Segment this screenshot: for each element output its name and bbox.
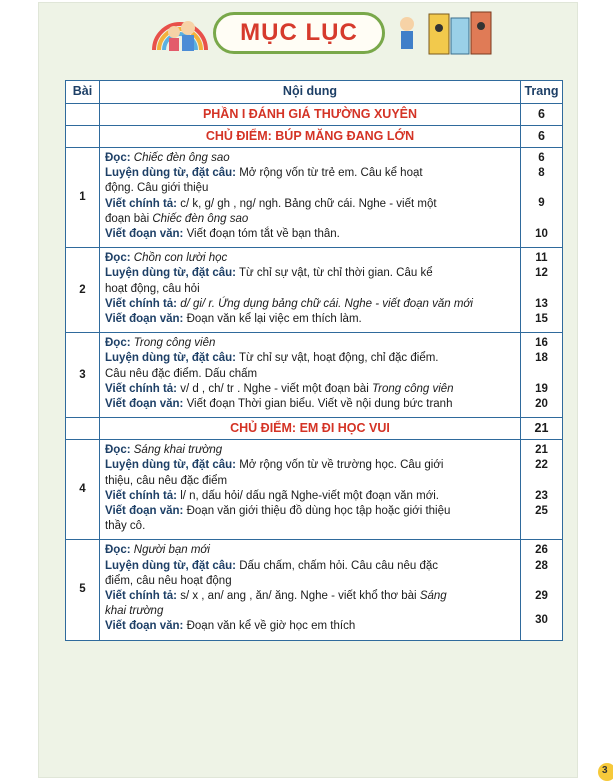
table-of-contents <box>65 80 563 641</box>
page-number: 22 <box>535 459 548 472</box>
vocab-text: Từ chỉ sự vật, hoạt động, chỉ đặc điểm. <box>239 352 439 365</box>
page-number: 15 <box>535 312 548 325</box>
page-number: 12 <box>535 267 548 280</box>
lesson-number: 1 <box>66 148 100 248</box>
lesson-row-4: 4 Đọc: Sáng khai trường Luyện dùng từ, đặt câu: Mở rộng vốn từ về trường học. Câu giới thiệu, câu nêu đặc điểm Viết chính tả: l/ n, dấu hỏi/ dấu ngã Nghe-viết một đoạn văn mới. Viết đoạn văn: Đoạn văn giới thiệu đồ dùng học tập hoặc giới thiệu thầy cô. 21 22 23 25 <box>66 440 563 540</box>
spelling-title: Sáng <box>419 590 447 603</box>
page-number: 28 <box>535 559 548 572</box>
page-title: MỤC LỤC <box>213 12 385 54</box>
writing-text: Đoạn văn kể về giờ học em thích <box>186 620 356 633</box>
page-number: 18 <box>535 352 548 365</box>
lesson-row-2: 2 Đọc: Chồn con lười học Luyện dùng từ, đặt câu: Từ chỉ sự vật, từ chỉ thời gian. Câu kể hoạt động, câu hỏi Viết chính tả: d/ gi/ r. Ứng dụng bảng chữ cái. Nghe - viết đoạn văn mới Viết đoạn văn: Đoạn văn kể lại việc em thích làm. 11 12 13 15 <box>66 248 563 333</box>
kids-books-illustration <box>393 6 503 58</box>
page-number: 16 <box>535 337 548 350</box>
page-number: 10 <box>535 227 548 240</box>
page-number: 9 <box>538 197 545 210</box>
part-title: PHẦN I ĐÁNH GIÁ THƯỜNG XUYÊN <box>100 104 521 126</box>
lesson-number: 5 <box>66 540 100 640</box>
theme-row-1 <box>66 126 563 148</box>
lesson-row-3: 3 Đọc: Trong công viên Luyện dùng từ, đặt câu: Từ chỉ sự vật, hoạt động, chỉ đặc điểm. Câu nêu đặc điểm. Dấu chấm Viết chính tả: v/ d , ch/ tr . Nghe - viết một đoạn bài Trong công viên Viết đoạn văn: Viết đoạn Thời gian biểu. Viết về nội dung bức tranh 16 18 19 20 <box>66 333 563 418</box>
page-number: 21 <box>535 444 548 457</box>
theme-title-1: CHỦ ĐIỂM: BÚP MĂNG ĐANG LỚN <box>100 126 521 148</box>
table-header-row <box>66 81 563 104</box>
writing-text: Viết đoạn Thời gian biểu. Viết về nội dung bức tranh <box>186 398 453 411</box>
header-bai: Bài <box>66 81 100 104</box>
theme-row-2 <box>66 418 563 440</box>
theme-title-2: CHỦ ĐIỂM: EM ĐI HỌC VUI <box>100 418 521 440</box>
header-page: Trang <box>521 81 563 104</box>
vocab-text: Mở rộng vốn từ về trường học. Câu giới <box>239 459 444 472</box>
vocab-text-cont: thiệu, câu nêu đặc điểm <box>105 474 228 487</box>
reading-title: Sáng khai trường <box>133 444 223 457</box>
vocab-text: Dấu chấm, chấm hỏi. Câu câu nêu đặc <box>239 559 439 572</box>
lesson-row-5: 5 Đọc: Người bạn mới Luyện dùng từ, đặt câu: Dấu chấm, chấm hỏi. Câu câu nêu đặc điểm, câu nêu hoạt động Viết chính tả: s/ x , an/ ang , ăn/ ăng. Nghe - viết khổ thơ bài Sáng khai trường Viết đoạn văn: Đoạn văn kể về giờ học em thích 26 28 29 30 <box>66 540 563 640</box>
writing-text: Viết đoạn tóm tắt về bạn thân. <box>186 228 340 241</box>
spelling-title-cont: khai trường <box>105 605 164 618</box>
page-number: 13 <box>535 297 548 310</box>
page-number-badge: 3 <box>598 763 613 781</box>
page-number: 30 <box>535 614 548 627</box>
theme-page-2: 21 <box>521 418 563 440</box>
lesson-number: 4 <box>66 440 100 540</box>
header-content: Nội dung <box>100 81 521 104</box>
lesson-number: 3 <box>66 333 100 418</box>
theme-page-1: 6 <box>521 126 563 148</box>
vocab-text-cont: động. Câu giới thiệu <box>105 182 209 195</box>
spelling-text: c/ k, g/ gh , ng/ ngh. Bảng chữ cái. Nghe - viết một <box>180 197 437 210</box>
page-number: 6 <box>538 152 545 164</box>
left-margin <box>0 0 38 778</box>
vocab-text-cont: hoạt động, câu hỏi <box>105 282 200 295</box>
page-number: 23 <box>535 489 548 502</box>
spelling-text: l/ n, dấu hỏi/ dấu ngã Nghe-viết một đoạn văn mới. <box>180 489 439 502</box>
vocab-text-cont: điểm, câu nêu hoạt động <box>105 574 232 587</box>
part-page: 6 <box>521 104 563 126</box>
spelling-title: Trong công viên <box>371 382 454 395</box>
writing-text-cont: thầy cô. <box>105 520 146 533</box>
spelling-title: Chiếc đèn ông sao <box>152 212 249 225</box>
page-number: 20 <box>535 397 548 410</box>
part-row <box>66 104 563 126</box>
page-number: 11 <box>535 252 548 265</box>
reading-title: Chồn con lười học <box>133 252 228 265</box>
writing-text: Đoạn văn giới thiệu đồ dùng học tập hoặc giới thiệu <box>186 505 451 518</box>
lesson-row-1: 1 Đọc: Chiếc đèn ông sao Luyện dùng từ, đặt câu: Mở rộng vốn từ trẻ em. Câu kể hoạt động. Câu giới thiệu Viết chính tả: c/ k, g/ gh , ng/ ngh. Bảng chữ cái. Nghe - viết một đoạn bài Chiếc đèn ông sao Viết đoạn văn: Viết đoạn tóm tắt về bạn thân. 6 8 9 10 <box>66 148 563 248</box>
vocab-text: Mở rộng vốn từ trẻ em. Câu kể hoạt <box>239 167 423 180</box>
writing-text: Đoạn văn kể lại việc em thích làm. <box>186 313 362 326</box>
spelling-text: d/ gi/ r. Ứng dụng bảng chữ cái. Nghe - viết đoạn văn mới <box>180 297 473 310</box>
reading-title: Chiếc đèn ông sao <box>133 152 230 164</box>
page-number: 29 <box>535 589 548 602</box>
vocab-text-cont: Câu nêu đặc điểm. Dấu chấm <box>105 367 258 380</box>
lesson-number: 2 <box>66 248 100 333</box>
vocab-text: Từ chỉ sự vật, từ chỉ thời gian. Câu kể <box>239 267 433 280</box>
page-number: 8 <box>538 167 545 180</box>
reading-title: Người bạn mới <box>133 544 210 557</box>
reading-title: Trong công viên <box>133 337 216 350</box>
page-number: 26 <box>535 544 548 557</box>
spelling-text: s/ x , an/ ang , ăn/ ăng. Nghe - viết khổ thơ bài <box>180 590 420 603</box>
page-number: 25 <box>535 504 548 517</box>
spelling-text: v/ d , ch/ tr . Nghe - viết một đoạn bài <box>180 382 372 395</box>
rainbow-kids-illustration <box>150 6 212 56</box>
page-number: 19 <box>535 382 548 395</box>
